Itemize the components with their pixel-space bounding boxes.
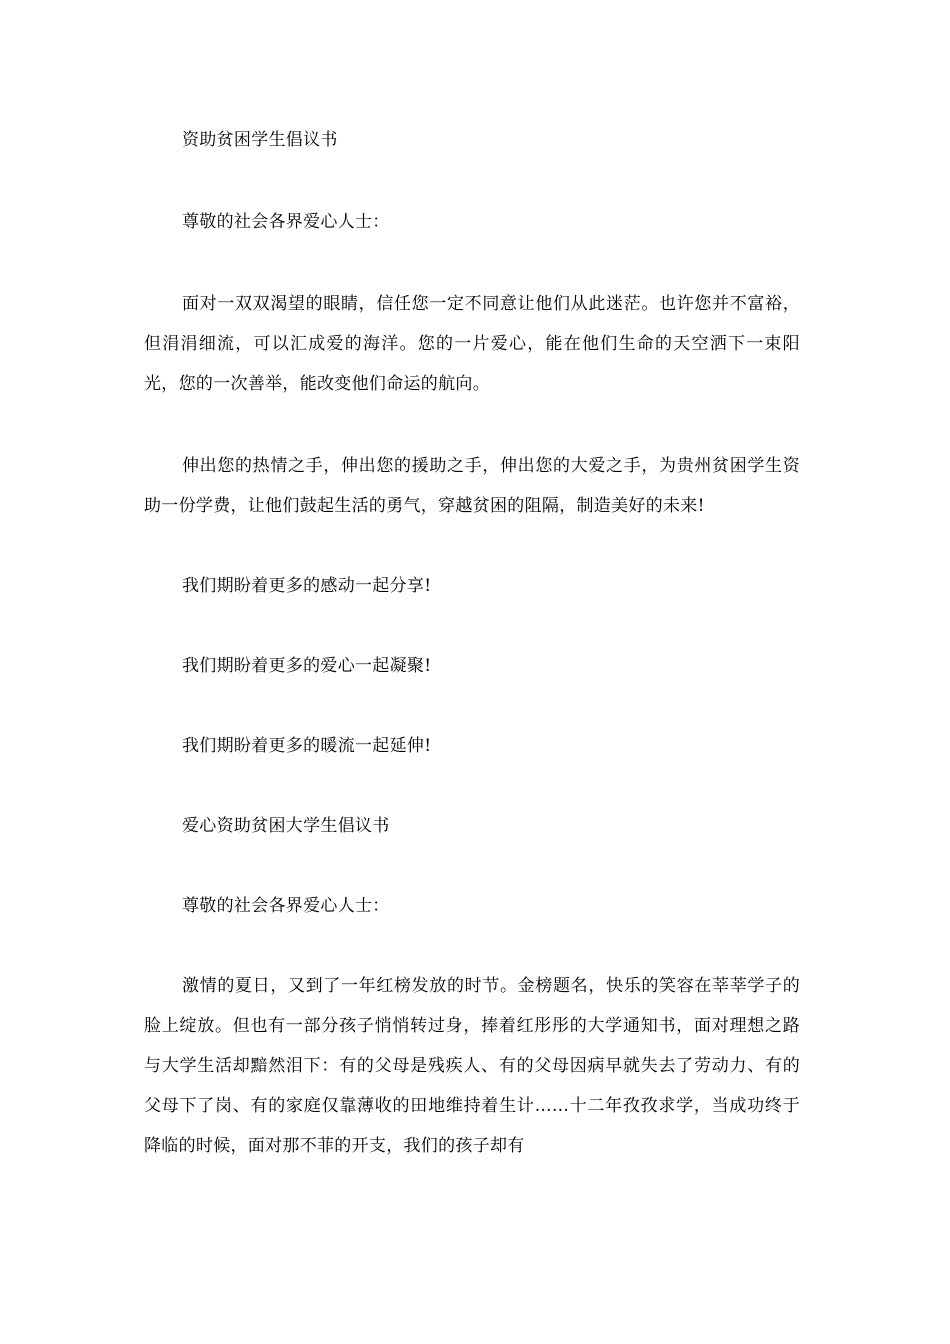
paragraph-3: 激情的夏日，又到了一年红榜发放的时节。金榜题名，快乐的笑容在莘莘学子的脸上绽放。但也有一部分孩子悄悄转过身，捧着红彤彤的大学通知书，面对理想之路与大学生活却黯然泪下：有的父母是残疾人、有的父母因病早就失去了劳动力、有的父母下了岗、有的家庭仅靠薄收的田地维持着生计……十二年孜孜求学，当成功终于降临的时候，面对那不菲的开支，我们的孩子却有: [144, 976, 800, 1156]
paragraph-1: 面对一双双渴望的眼睛，信任您一定不同意让他们从此迷茫。也许您并不富裕，但涓涓细流，可以汇成爱的海洋。您的一片爱心，能在他们生命的天空洒下一束阳光，您的一次善举，能改变他们命运的航向。: [144, 294, 800, 394]
salutation-1: 尊敬的社会各界爱心人士：: [182, 212, 390, 232]
document-title-1: 资助贫困学生倡议书: [182, 130, 338, 150]
document-body: [144, 120, 800, 1166]
salutation-2: 尊敬的社会各界爱心人士：: [182, 896, 390, 916]
document-title-2: 爱心资助贫困大学生倡议书: [182, 816, 390, 836]
appeal-line-1: 我们期盼着更多的感动一起分享!: [182, 576, 432, 596]
appeal-line-2: 我们期盼着更多的爱心一起凝聚!: [182, 656, 432, 676]
appeal-line-3: 我们期盼着更多的暖流一起延伸!: [182, 736, 432, 756]
paragraph-2: 伸出您的热情之手，伸出您的援助之手，伸出您的大爱之手，为贵州贫困学生资助一份学费，让他们鼓起生活的勇气，穿越贫困的阻隔，制造美好的未来!: [144, 456, 800, 516]
